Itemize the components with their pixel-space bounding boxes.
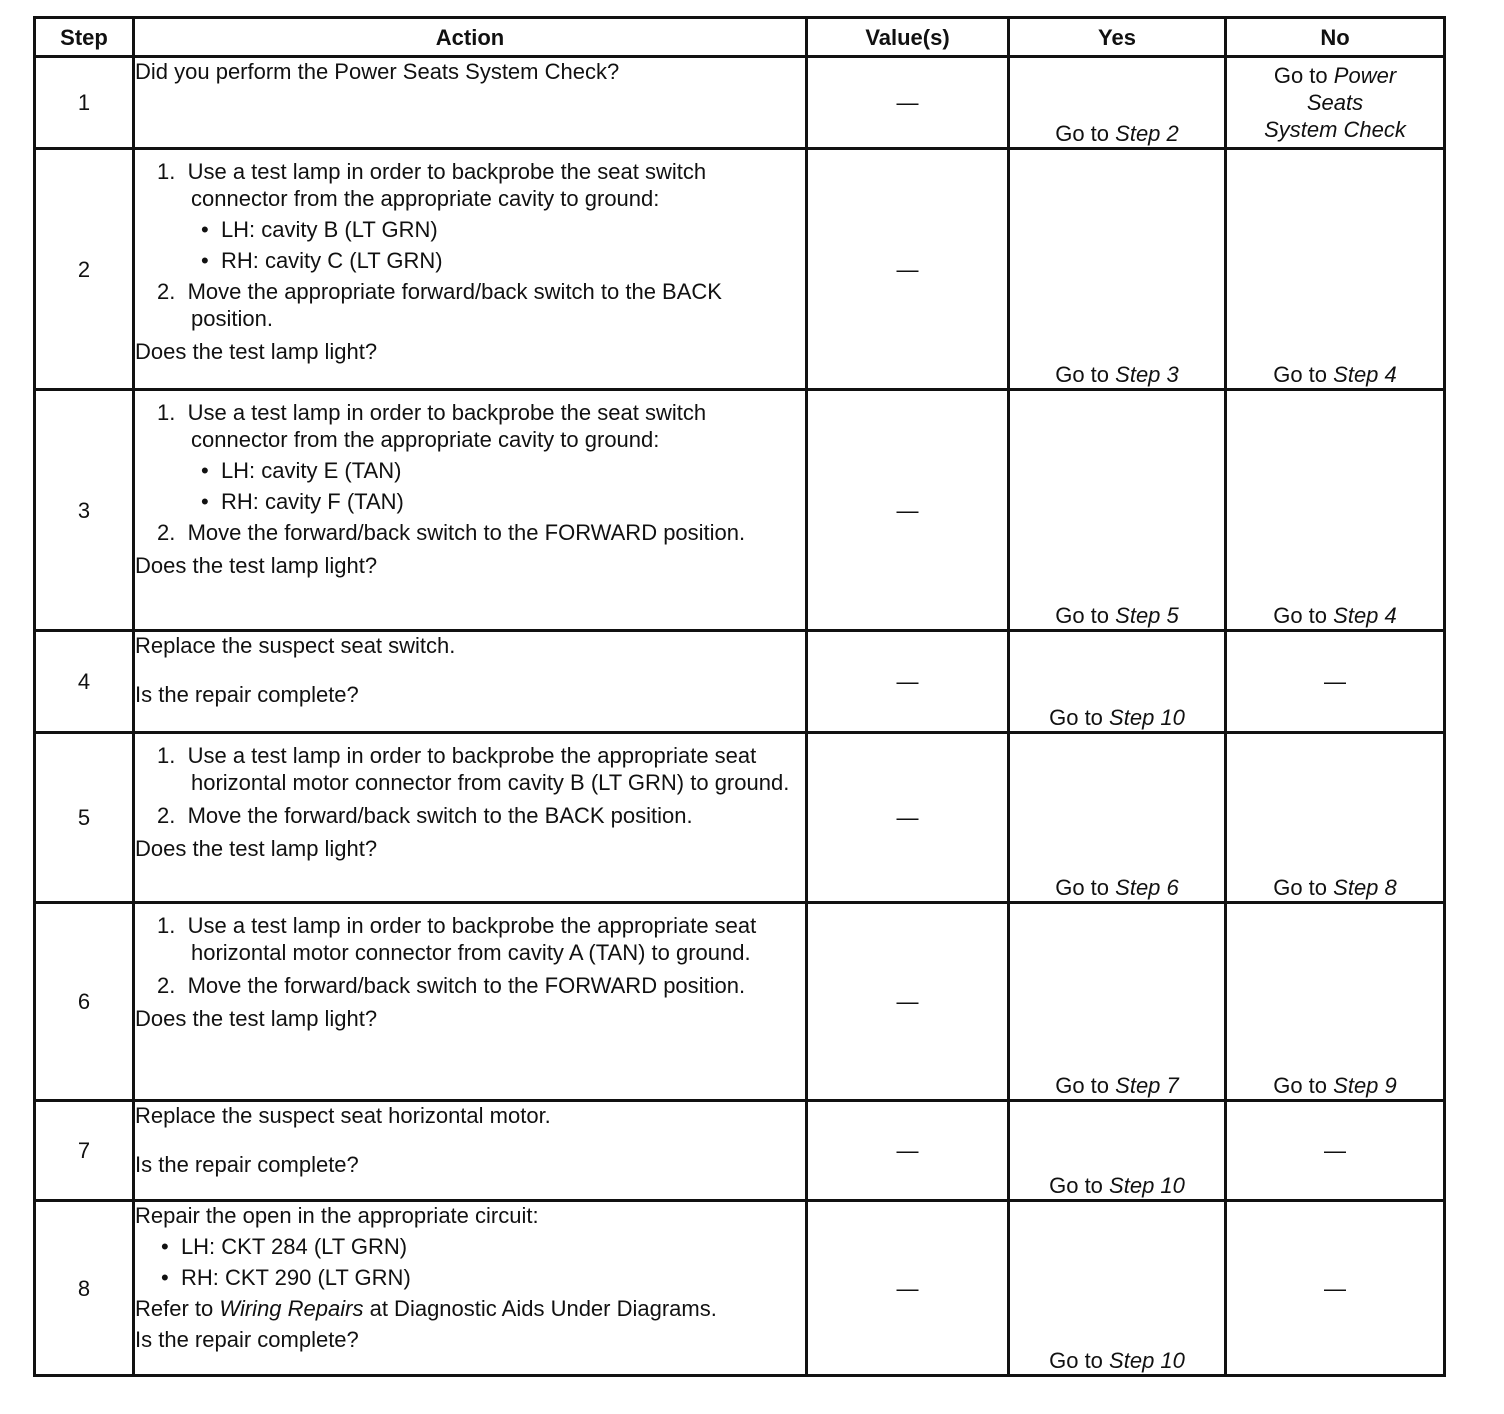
header-row bbox=[35, 18, 1445, 57]
value-dash: — bbox=[896, 1138, 919, 1163]
no-dash: — bbox=[1324, 669, 1346, 694]
go-to-label: Go to bbox=[1055, 1073, 1110, 1098]
table-row bbox=[35, 57, 1445, 149]
header-yes: Yes bbox=[1009, 18, 1226, 57]
numbered-item: 1. Use a test lamp in order to backprobe the appropriate seat horizontal motor connector from cavity B (LT GRN) to ground. bbox=[157, 743, 790, 795]
bullet-item: • LH: CKT 284 (LT GRN) bbox=[161, 1234, 408, 1259]
question-text: Is the repair complete? bbox=[135, 682, 359, 707]
no-link[interactable]: Step 8 bbox=[1333, 875, 1397, 900]
question-text: Is the repair complete? bbox=[135, 1327, 359, 1352]
go-to-label: Go to bbox=[1273, 63, 1328, 88]
yes-cell bbox=[1009, 57, 1226, 149]
no-dash: — bbox=[1324, 1275, 1346, 1301]
value-cell bbox=[807, 390, 1009, 631]
step-number: 7 bbox=[35, 1101, 134, 1201]
no-dash: — bbox=[1324, 1138, 1346, 1163]
action-cell bbox=[134, 1101, 807, 1201]
yes-cell bbox=[1009, 390, 1226, 631]
go-to-label: Go to bbox=[1049, 1173, 1103, 1198]
no-link[interactable]: Step 9 bbox=[1333, 1073, 1397, 1098]
action-cell bbox=[134, 390, 807, 631]
go-to-label: Go to bbox=[1273, 1073, 1328, 1098]
bullet-item: • RH: cavity C (LT GRN) bbox=[201, 248, 443, 273]
action-cell bbox=[134, 733, 807, 903]
yes-cell bbox=[1009, 733, 1226, 903]
diagnostic-table bbox=[33, 16, 1446, 1377]
value-cell bbox=[807, 733, 1009, 903]
no-cell bbox=[1226, 390, 1445, 631]
header-step: Step bbox=[35, 18, 134, 57]
value-cell bbox=[807, 631, 1009, 733]
value-cell bbox=[807, 57, 1009, 149]
wiring-repairs-link[interactable]: Wiring Repairs bbox=[219, 1296, 364, 1321]
yes-cell bbox=[1009, 1101, 1226, 1201]
action-text: Repair the open in the appropriate circuit: bbox=[135, 1203, 539, 1228]
step-number: 4 bbox=[35, 631, 134, 733]
numbered-item: 1. Use a test lamp in order to backprobe the seat switch connector from the appropriate cavity to ground: bbox=[157, 159, 707, 211]
table-row bbox=[35, 1201, 1445, 1376]
step-number: 3 bbox=[35, 390, 134, 631]
no-link[interactable]: System Check bbox=[1264, 117, 1406, 142]
value-dash: — bbox=[896, 1275, 919, 1301]
yes-link[interactable]: Step 10 bbox=[1109, 705, 1185, 730]
no-link[interactable]: Step 4 bbox=[1333, 603, 1397, 628]
question-text: Does the test lamp light? bbox=[135, 339, 378, 364]
value-dash: — bbox=[896, 90, 919, 115]
numbered-item: 1. Use a test lamp in order to backprobe the seat switch connector from the appropriate cavity to ground: bbox=[157, 400, 707, 452]
action-text: Did you perform the Power Seats System Check? bbox=[135, 59, 620, 84]
go-to-label: Go to bbox=[1273, 362, 1328, 387]
value-cell bbox=[807, 903, 1009, 1101]
yes-cell bbox=[1009, 1201, 1226, 1376]
yes-link[interactable]: Step 2 bbox=[1115, 121, 1179, 146]
yes-link[interactable]: Step 10 bbox=[1109, 1173, 1185, 1198]
yes-link[interactable]: Step 5 bbox=[1115, 603, 1179, 628]
no-cell bbox=[1226, 57, 1445, 149]
yes-cell bbox=[1009, 903, 1226, 1101]
no-cell bbox=[1226, 631, 1445, 733]
header-values: Value(s) bbox=[807, 18, 1009, 57]
question-text: Does the test lamp light? bbox=[135, 1006, 378, 1031]
value-dash: — bbox=[896, 989, 919, 1014]
table-row bbox=[35, 149, 1445, 390]
value-dash: — bbox=[896, 669, 919, 694]
go-to-label: Go to bbox=[1273, 875, 1328, 900]
value-dash: — bbox=[896, 497, 919, 523]
action-text: Replace the suspect seat horizontal motor. bbox=[135, 1103, 551, 1128]
go-to-label: Go to bbox=[1055, 121, 1110, 146]
table-row bbox=[35, 1101, 1445, 1201]
step-number: 5 bbox=[35, 733, 134, 903]
go-to-label: Go to bbox=[1055, 603, 1110, 628]
yes-link[interactable]: Step 3 bbox=[1115, 362, 1179, 387]
go-to-label: Go to bbox=[1273, 603, 1328, 628]
go-to-label: Go to bbox=[1049, 1348, 1103, 1373]
yes-cell bbox=[1009, 149, 1226, 390]
step-number: 6 bbox=[35, 903, 134, 1101]
no-cell bbox=[1226, 733, 1445, 903]
action-cell bbox=[134, 149, 807, 390]
go-to-label: Go to bbox=[1055, 875, 1110, 900]
question-text: Is the repair complete? bbox=[135, 1152, 359, 1177]
step-number: 8 bbox=[35, 1201, 134, 1376]
numbered-item: 2. Move the appropriate forward/back switch to the BACK position. bbox=[157, 279, 722, 331]
yes-link[interactable]: Step 7 bbox=[1115, 1073, 1179, 1098]
bullet-item: • LH: cavity B (LT GRN) bbox=[201, 217, 438, 242]
question-text: Does the test lamp light? bbox=[135, 836, 378, 861]
step-number: 1 bbox=[35, 57, 134, 149]
value-dash: — bbox=[896, 256, 919, 282]
no-link[interactable]: Seats bbox=[1306, 90, 1364, 115]
yes-cell bbox=[1009, 631, 1226, 733]
table-row bbox=[35, 631, 1445, 733]
no-link[interactable]: Power bbox=[1333, 63, 1397, 88]
action-cell bbox=[134, 903, 807, 1101]
numbered-item: 2. Move the forward/back switch to the BACK position. bbox=[157, 803, 693, 828]
go-to-label: Go to bbox=[1049, 705, 1103, 730]
bullet-item: • RH: CKT 290 (LT GRN) bbox=[161, 1265, 411, 1290]
no-link[interactable]: Step 4 bbox=[1333, 362, 1397, 387]
value-dash: — bbox=[896, 805, 919, 830]
value-cell bbox=[807, 1201, 1009, 1376]
header-no: No bbox=[1226, 18, 1445, 57]
value-cell bbox=[807, 149, 1009, 390]
numbered-item: 1. Use a test lamp in order to backprobe the appropriate seat horizontal motor connector from cavity A (TAN) to ground. bbox=[157, 913, 757, 965]
header-action: Action bbox=[134, 18, 807, 57]
table-row bbox=[35, 733, 1445, 903]
value-cell bbox=[807, 1101, 1009, 1201]
action-cell bbox=[134, 57, 807, 149]
action-cell bbox=[134, 1201, 807, 1376]
action-cell bbox=[134, 631, 807, 733]
step-number: 2 bbox=[35, 149, 134, 390]
table-row bbox=[35, 390, 1445, 631]
numbered-item: 2. Move the forward/back switch to the FORWARD position. bbox=[157, 520, 746, 545]
question-text: Does the test lamp light? bbox=[135, 553, 378, 578]
action-text: Replace the suspect seat switch. bbox=[135, 633, 456, 658]
no-cell bbox=[1226, 1101, 1445, 1201]
bullet-item: • LH: cavity E (TAN) bbox=[201, 458, 402, 483]
bullet-item: • RH: cavity F (TAN) bbox=[201, 489, 404, 514]
no-cell bbox=[1226, 1201, 1445, 1376]
go-to-label: Go to bbox=[1055, 362, 1110, 387]
yes-link[interactable]: Step 10 bbox=[1109, 1348, 1185, 1373]
no-cell bbox=[1226, 903, 1445, 1101]
refer-text: Refer to Wiring Repairs at Diagnostic Aids Under Diagrams. bbox=[135, 1296, 717, 1321]
numbered-item: 2. Move the forward/back switch to the FORWARD position. bbox=[157, 973, 746, 998]
table-row bbox=[35, 903, 1445, 1101]
yes-link[interactable]: Step 6 bbox=[1115, 875, 1179, 900]
no-cell bbox=[1226, 149, 1445, 390]
